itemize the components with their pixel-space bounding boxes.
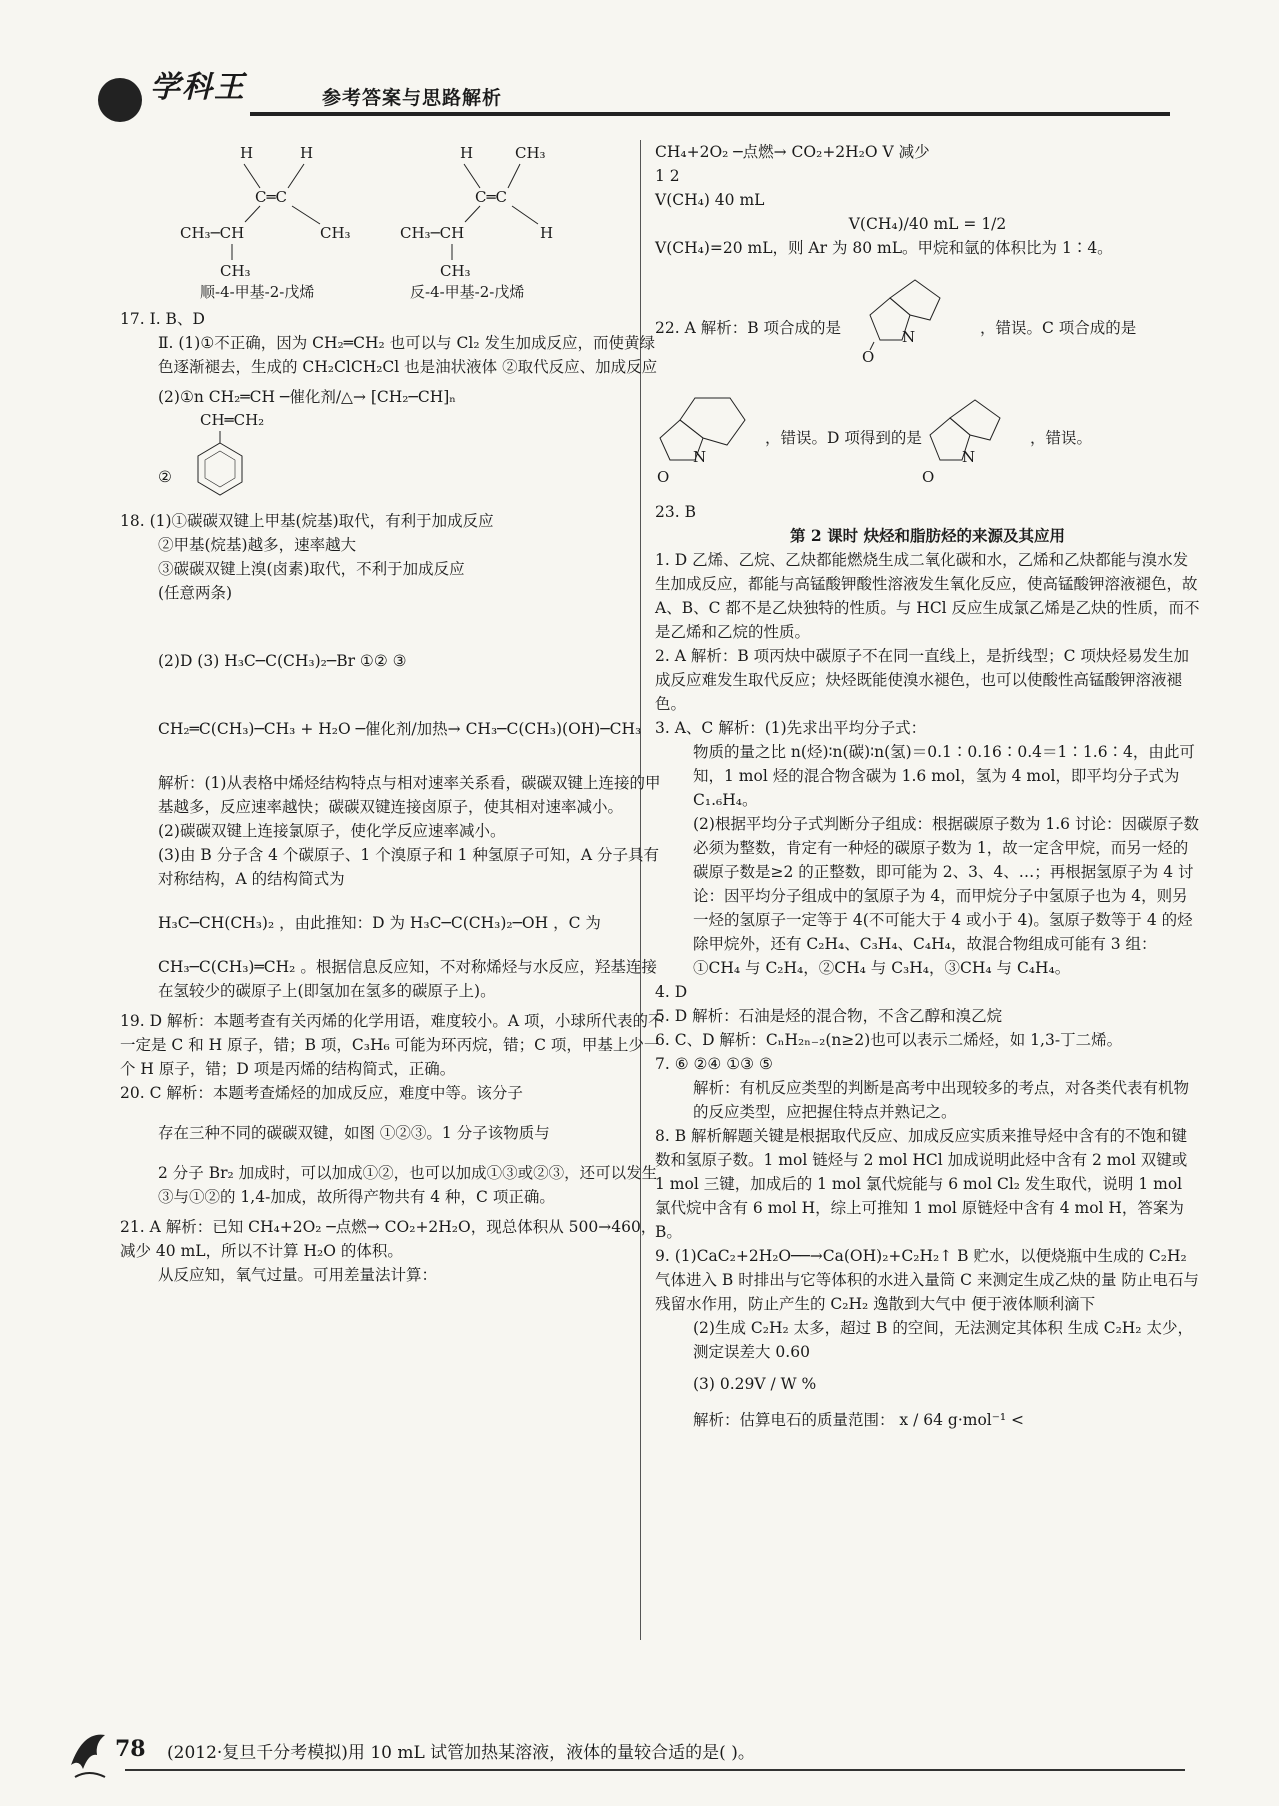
footer-rule <box>125 1769 1185 1771</box>
q21-calc-4: V(CH₄)/40 mL = 1/2 <box>848 215 1007 233</box>
q18-analysis-2: (2)碳碳双键上连接氯原子，使化学反应速率减小。 <box>158 822 506 840</box>
svg-text:C═C: C═C <box>475 188 507 206</box>
svg-text:N: N <box>693 448 707 466</box>
q22-c-structure <box>655 390 765 490</box>
q18-analysis-3: (3)由 B 分子含 4 个碳原子、1 个溴原子和 1 种氢原子可知，A 分子具有对称结构，A 的结构简式为 <box>158 846 660 888</box>
cis-isomer-label: 顺-4-甲基-2-戊烯 <box>200 283 315 300</box>
q18-analysis-5: CH₃─C(CH₃)═CH₂ 。根据信息反应知，不对称烯烃与水反应，羟基连接在氢较少的碳原子上(即氢加在氢多的碳原子上)。 <box>158 958 657 1000</box>
q18-analysis-1: 解析：(1)从表格中烯烃结构特点与相对速率关系看，碳碳双键上连接的甲基越多，反应速率越快；碳碳双键连接卤原子，使其相对速率减小。 <box>158 774 661 816</box>
q18-analysis-4: H₃C─CH(CH₃)₂ ，由此推知：D 为 H₃C─C(CH₃)₂─OH ，C 为 <box>158 914 601 932</box>
svg-text:N: N <box>902 328 916 346</box>
svg-text:H: H <box>540 224 554 242</box>
q22-answer-1: 22. A 解析：B 项合成的是 <box>655 319 842 337</box>
a1-answer: 1. D 乙烯、乙烷、乙炔都能燃烧生成二氧化碳和水，乙烯和乙炔都能与溴水发生加成反应，都能与高锰酸钾酸性溶液发生氧化反应，使高锰酸钾溶液褪色，故 A、B、C 都不是乙炔独特的性质。与 HCl 反应生成氯乙烯是乙炔的性质，而不是乙烯和乙烷的性质。 <box>655 551 1200 641</box>
logo-text: 学科王 <box>150 70 246 105</box>
svg-text:H: H <box>460 144 474 162</box>
a5-answer: 5. D 解析：石油是烃的混合物，不含乙醇和溴乙烷 <box>655 1007 1003 1025</box>
q22-block-2 <box>655 400 1200 500</box>
q20-answer-3: 2 分子 Br₂ 加成时，可以加成①②，也可以加成①③或②③，还可以发生③与①②的 1,4-加成，故所得产物共有 4 种，C 项正确。 <box>158 1164 658 1206</box>
a9-answer-3: (3) 0.29V / W % <box>693 1375 817 1393</box>
a9-answer-4: 解析：估算电石的质量范围： x / 64 g·mol⁻¹ < <box>693 1411 1025 1429</box>
a9-answer-1: 9. (1)CaC₂+2H₂O──→Ca(OH)₂+C₂H₂↑ B 贮水，以便烧瓶中生成的 C₂H₂ 气体进入 B 时排出与它等体积的水进入量筒 C 来测定生成乙炔的量 防止电石与残留水作用，防止产生的 C₂H₂ 逸散到大气中 便于液体顺利滴下 <box>655 1247 1199 1313</box>
cis-isomer-diagram <box>180 144 351 280</box>
q21-calc-2: 1 2 <box>655 167 680 185</box>
svg-text:N: N <box>962 448 976 466</box>
svg-text:CH₃─CH: CH₃─CH <box>180 224 245 242</box>
svg-text:CH₃: CH₃ <box>440 262 471 280</box>
svg-text:C═C: C═C <box>255 188 287 206</box>
styrene-diagram <box>190 409 330 501</box>
left-column <box>120 140 665 1287</box>
q20-answer-1: 20. C 解析：本题考查烯烃的加成反应，难度中等。该分子 <box>120 1084 523 1102</box>
svg-text:O: O <box>862 348 875 366</box>
a7-answer-1: 7. ⑥ ②④ ①③ ⑤ <box>655 1055 773 1073</box>
q18-answer-2: ②甲基(烷基)越多，速率越大 <box>158 536 357 554</box>
q18-answer-1: 18. (1)①碳碳双键上甲基(烷基)取代，有利于加成反应 <box>120 512 494 530</box>
q19-answer: 19. D 解析：本题考查有关丙烯的化学用语，难度较小。A 项，小球所代表的不一定是 C 和 H 原子，错；B 项，C₃H₆ 可能为环丙烷，错；C 项，甲基上少一个 H 原子，错；D 项是丙烯的结构简式，正确。 <box>120 1012 664 1078</box>
a2-answer: 2. A 解析：B 项丙炔中碳原子不在同一直线上，是折线型；C 项炔烃易发生加成反应难发生取代反应；炔烃既能使溴水褪色，也可以使酸性高锰酸钾溶液褪色。 <box>655 647 1189 713</box>
page-footer <box>65 1715 1195 1785</box>
a6-answer: 6. C、D 解析：CₙH₂ₙ₋₂(n≥2)也可以表示二烯烃，如 1,3-丁二烯。 <box>655 1031 1123 1049</box>
lesson-title: 第 2 课时 炔烃和脂肪烃的来源及其应用 <box>790 526 1065 545</box>
a3-answer-2: 物质的量之比 n(烃)∶n(碳)∶n(氢)＝0.1∶0.16∶0.4＝1∶1.6∶4，由此可知，1 mol 烃的混合物含碳为 1.6 mol，氢为 4 mol，即平均分子式为 C₁.₆H₄。 <box>693 743 1195 809</box>
dolphin-icon <box>65 1725 113 1781</box>
svg-text:CH₃: CH₃ <box>220 262 251 280</box>
q18-answer-3: ③碳碳双键上溴(卤素)取代，不利于加成反应 <box>158 560 465 578</box>
trans-isomer-label: 反-4-甲基-2-戊烯 <box>410 283 525 300</box>
isomer-structures <box>120 140 665 300</box>
trans-isomer-diagram <box>400 144 553 280</box>
q21-calc-5: V(CH₄)=20 mL，则 Ar 为 80 mL。甲烷和氩的体积比为 1∶4。 <box>655 239 1113 257</box>
page-header <box>90 70 1190 130</box>
q21-answer-1: 21. A 解析：已知 CH₄+2O₂ ─点燃→ CO₂+2H₂O，现总体积从 500→460，减少 40 mL，所以不计算 H₂O 的体积。 <box>120 1218 657 1260</box>
footer-question: (2012·复旦千分考模拟)用 10 mL 试管加热某溶液，液体的量较合适的是( )。 <box>167 1743 755 1763</box>
svg-text:CH₃: CH₃ <box>515 144 546 162</box>
svg-text:O: O <box>922 468 935 486</box>
a4-answer: 4. D <box>655 983 688 1001</box>
q17-styrene <box>120 409 665 501</box>
q18-answer-4: (任意两条) <box>158 584 233 602</box>
q17-answer-2: Ⅱ. (1)①不正确，因为 CH₂═CH₂ 也可以与 Cl₂ 发生加成反应，而使黄绿色逐渐褪去，生成的 CH₂ClCH₂Cl 也是油状液体 ②取代反应、加成反应 <box>158 334 658 376</box>
svg-text:CH═CH₂: CH═CH₂ <box>200 411 265 429</box>
q22-answer-2: ，错误。C 项合成的是 <box>980 319 1137 337</box>
q17-answer-1: 17. Ⅰ. B、D <box>120 310 205 328</box>
q22-block <box>655 260 1200 400</box>
q17-answer-3: (2)①n CH₂═CH ─催化剂/△→ [CH₂─CH]ₙ <box>158 388 456 406</box>
svg-text:CH₃─CH: CH₃─CH <box>400 224 465 242</box>
header-rule <box>250 112 1170 116</box>
q18-answer-5: (2)D (3) H₃C─C(CH₃)₂─Br ①② ③ <box>158 652 407 670</box>
svg-text:O: O <box>657 468 670 486</box>
q23-answer: 23. B <box>655 503 696 521</box>
q22-d-structure <box>920 390 1030 490</box>
right-column <box>655 140 1200 1432</box>
q22-b-structure <box>860 270 970 370</box>
q18-answer-6: CH₂═C(CH₃)─CH₃ + H₂O ─催化剂/加热→ CH₃─C(CH₃)(OH)─CH₃ <box>158 720 642 738</box>
q21-calc-1: CH₄+2O₂ ─点燃→ CO₂+2H₂O V 减少 <box>655 143 930 161</box>
q21-answer-2: 从反应知，氧气过量。可用差量法计算： <box>158 1266 438 1284</box>
a3-answer-3: (2)根据平均分子式判断分子组成：根据碳原子数为 1.6 讨论：因碳原子数必须为整数，肯定有一种烃的碳原子数为 1，故一定含甲烷，而另一烃的碳原子数是≥2 的正整数，即可能为 2、3、4、…；再根据氢原子为 4 讨论：因平均分子组成中的氢原子为 4，而甲烷分子中氢原子也为 4，则另一烃的氢原子一定等于 4(不可能大于 4 或小于 4)。氢原子数等于 4 的烃除甲烷外，还有 C₂H₄、C₃H₄、C₄H₄，故混合物组成可能有 3 组：①CH₄ 与 C₂H₄，②CH₄ 与 C₃H₄，③CH₄ 与 C₄H₄。 <box>693 815 1199 977</box>
q17-answer-4: ② <box>158 468 172 486</box>
q22-answer-4: ，错误。 <box>1030 429 1093 447</box>
header-title: 参考答案与思路解析 <box>322 87 503 109</box>
a3-answer-1: 3. A、C 解析：(1)先求出平均分子式： <box>655 719 927 737</box>
a7-answer-2: 解析：有机反应类型的判断是高考中出现较多的考点，对各类代表有机物的反应类型，应把握住特点并熟记之。 <box>693 1079 1190 1121</box>
q21-calc-3: V(CH₄) 40 mL <box>655 191 765 209</box>
logo-icon <box>98 78 142 122</box>
a8-answer: 8. B 解析解题关键是根据取代反应、加成反应实质来推导烃中含有的不饱和键数和氢原子数。1 mol 链烃与 2 mol HCl 加成说明此烃中含有 2 mol 双键或 1 mol 三键，加成后的 1 mol 氯代烷能与 6 mol Cl₂ 发生取代，说明 1 mol 氯代烷中含有 6 mol H，综上可推知 1 mol 原链烃中含有 4 mol H，答案为 B。 <box>655 1127 1188 1241</box>
a9-answer-2: (2)生成 C₂H₂ 太多，超过 B 的空间，无法测定其体积 生成 C₂H₂ 太少，测定误差大 0.60 <box>693 1319 1193 1361</box>
svg-text:H: H <box>240 144 254 162</box>
svg-text:H: H <box>300 144 314 162</box>
q20-answer-2: 存在三种不同的碳碳双键，如图 ①②③。1 分子该物质与 <box>158 1124 550 1142</box>
page-number: 78 <box>115 1736 146 1762</box>
svg-text:CH₃: CH₃ <box>320 224 351 242</box>
q22-answer-3: ，错误。D 项得到的是 <box>765 429 922 447</box>
